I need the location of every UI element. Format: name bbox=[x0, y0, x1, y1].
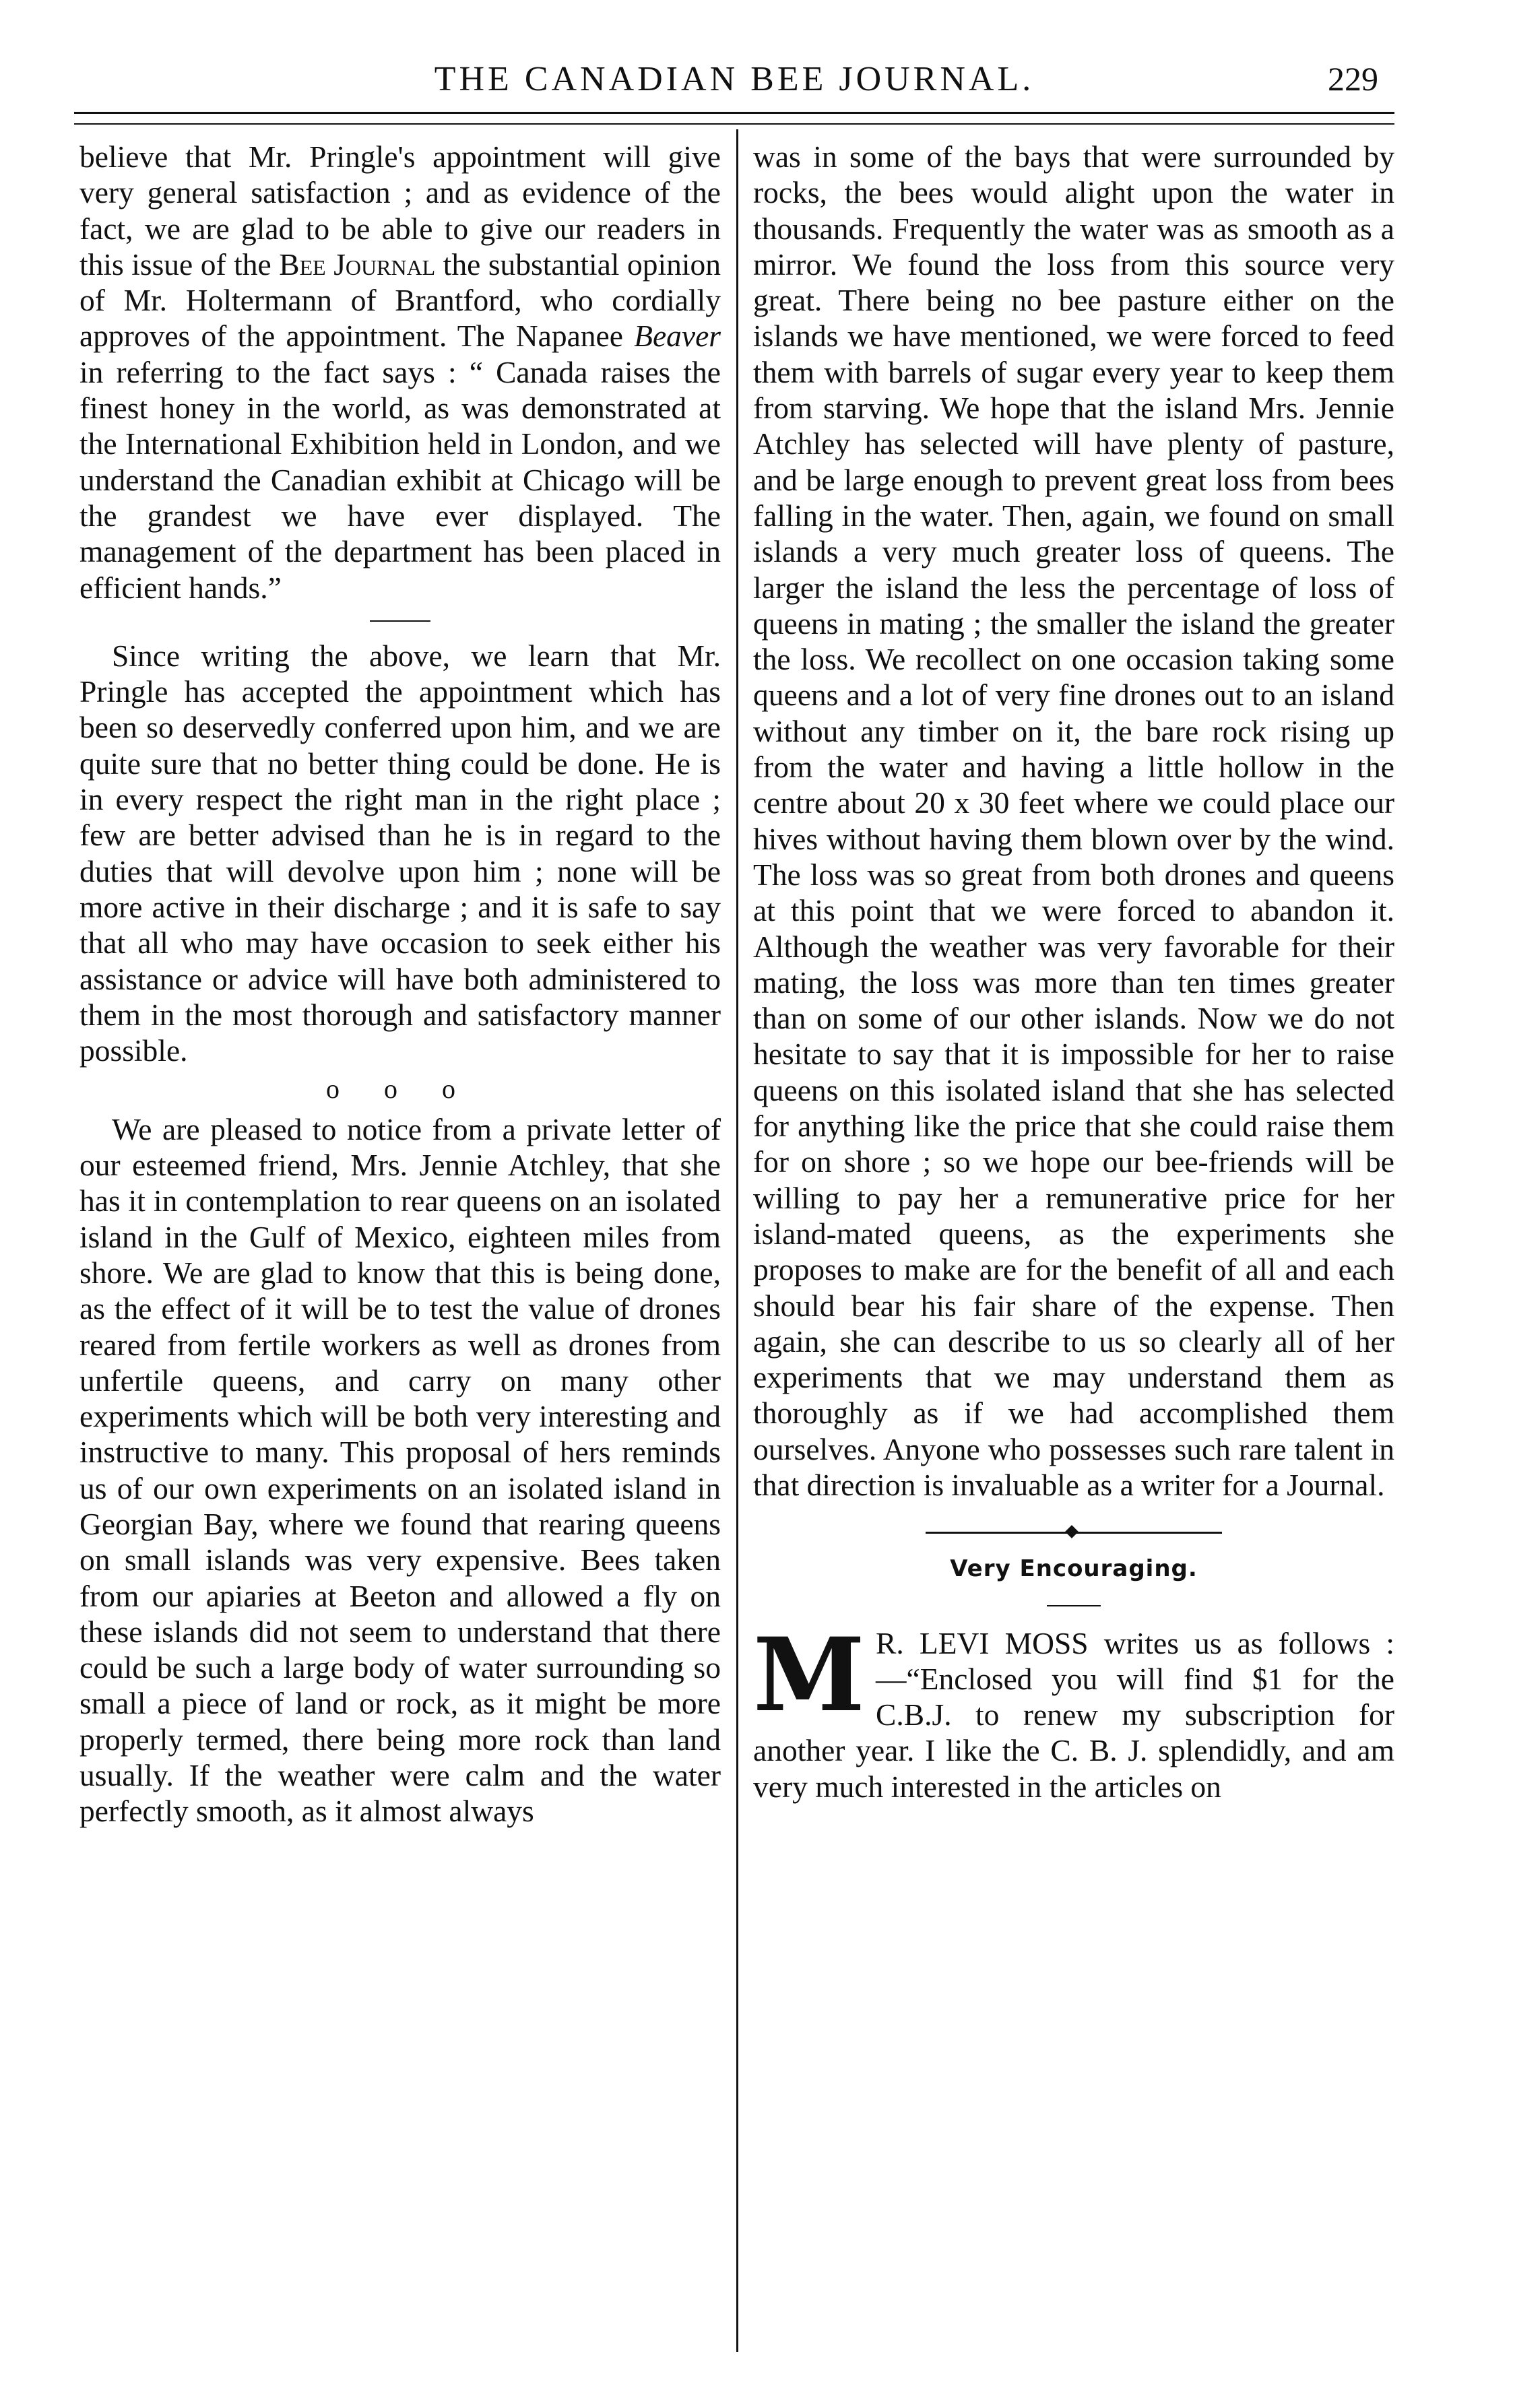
section-heading: Very Encouraging. bbox=[950, 1555, 1198, 1583]
ornamental-divider bbox=[926, 1526, 1222, 1539]
short-rule bbox=[1047, 1605, 1101, 1606]
header-double-rule bbox=[74, 112, 1394, 125]
text-segment: R. LEVI MOSS writes us as follows :—“Enclosed you will find $1 for the C.B.J. to renew my subscription for another year. I like the C. B. J. splendidly, and am very much interested in the articles on bbox=[753, 1625, 1394, 1804]
page-number: 229 bbox=[1328, 60, 1378, 98]
paragraph-atchley-island: We are pleased to notice from a private letter of our esteemed friend, Mrs. Jennie Atchley, that she has it in contemplation to rear queens on an isolated island in the Gulf of Mexico, eighteen miles from shore. We are glad to know that this is being done, as the effect of it will be to test the value of drones reared from fertile workers as well as drones from unfertile queens, and carry on many other experiments which will be both very interesting and instructive to many. This proposal of hers reminds us of our own experiments on an isolated island in Georgian Bay, where we found that rearing queens on small islands was very expensive. Bees taken from our apiaries at Beeton and allowed a fly on these islands did not seem to understand that there could be such a large body of water surrounding so small a piece of land or rock, as it might be more properly termed, there being more rock than land usually. If the weather were calm and the water perfectly smooth, as it almost always bbox=[79, 1111, 721, 1829]
paragraph-island-experiments: was in some of the bays that were surrounded by rocks, the bees would alight upon the water in thousands. Frequently the water was as smooth as a mirror. We found the loss from this source very great. There being no bee pasture either on the islands we have mentioned, we were forced to feed them with barrels of sugar every year to keep them from starving. We hope that the island Mrs. Jennie Atchley has selected will have plenty of pasture, and be large enough to prevent great loss from bees falling in the water. Then, again, we found on small islands a very much greater loss of queens. The larger the island the less the percentage of loss of queens in mating ; the smaller the island the greater the loss. We recollect on one occasion taking some queens and a lot of very fine drones out to an island without any timber on it, the bare rock rising up from the water and having a little hollow in the centre about 20 x 30 feet where we could place our hives without having them blown over by the wind. The loss was so great from both drones and queens at this point that we were forced to abandon it. Although the weather was very favorable for their mating, the loss was more than ten times greater than on some of our other islands. Now we do not hesitate to say that it is impossible for her to raise queens on this isolated island that she has selected for anything like the price that she could raise them for on shore ; so we hope our bee-friends will be willing to pay her a remunerative price for her island-mated queens, as the experiments she proposes to make are for the benefit of all and each should bear his fair share of the expense. Then again, she can describe to us so clearly all of her experiments that we may understand them as thoroughly as if we had accomplished them ourselves. Anyone who possesses such rare talent in that direction is invaluable as a writer for a Journal. bbox=[753, 139, 1394, 1502]
text-segment: the substantial opinion of Mr. Holtermann of Brantford, who cordially approves of the appointment. The Napanee bbox=[79, 247, 721, 354]
short-rule bbox=[370, 620, 430, 622]
right-column bbox=[753, 139, 1394, 1804]
column-divider bbox=[736, 129, 738, 2352]
drop-cap: M bbox=[753, 1615, 866, 1734]
paragraph-levi-moss bbox=[753, 1615, 1394, 1804]
bee-journal-name: Bee Journal bbox=[279, 247, 436, 282]
paragraph-pringle-appointment bbox=[79, 139, 721, 606]
journal-title: THE CANADIAN BEE JOURNAL. bbox=[434, 60, 1035, 98]
text-segment: believe that Mr. Pringle's appointment will give very general satisfaction ; and as evidence of the fact, we are glad to be able to give our readers in this issue of the bbox=[79, 139, 721, 282]
beaver-newspaper-name: Beaver bbox=[634, 319, 721, 354]
page-header bbox=[74, 59, 1394, 106]
section-separator: o o o bbox=[326, 1074, 474, 1105]
paragraph-pringle-accepted: Since writing the above, we learn that Mr. Pringle has accepted the appointment which has been so deservedly conferred upon him, and we are quite sure that no better thing could be done. He is in every respect the right man in the right place ; few are better advised than he is in regard to the duties that will devolve upon him ; none will be more active in their discharge ; and it is safe to say that all who may have occasion to seek either his assistance or advice will have both administered to them in the most thorough and satisfactory manner possible. bbox=[79, 638, 721, 1068]
left-column bbox=[79, 139, 721, 1829]
text-segment: in referring to the fact says : “ Canada raises the finest honey in the world, as was demonstrated at the International Exhibition held in London, and we understand the Canadian exhibit at Chicago will be the grandest we have ever displayed. The management of the department has been placed in efficient hands.” bbox=[79, 354, 721, 605]
diamond-ornament-icon bbox=[1065, 1525, 1079, 1538]
